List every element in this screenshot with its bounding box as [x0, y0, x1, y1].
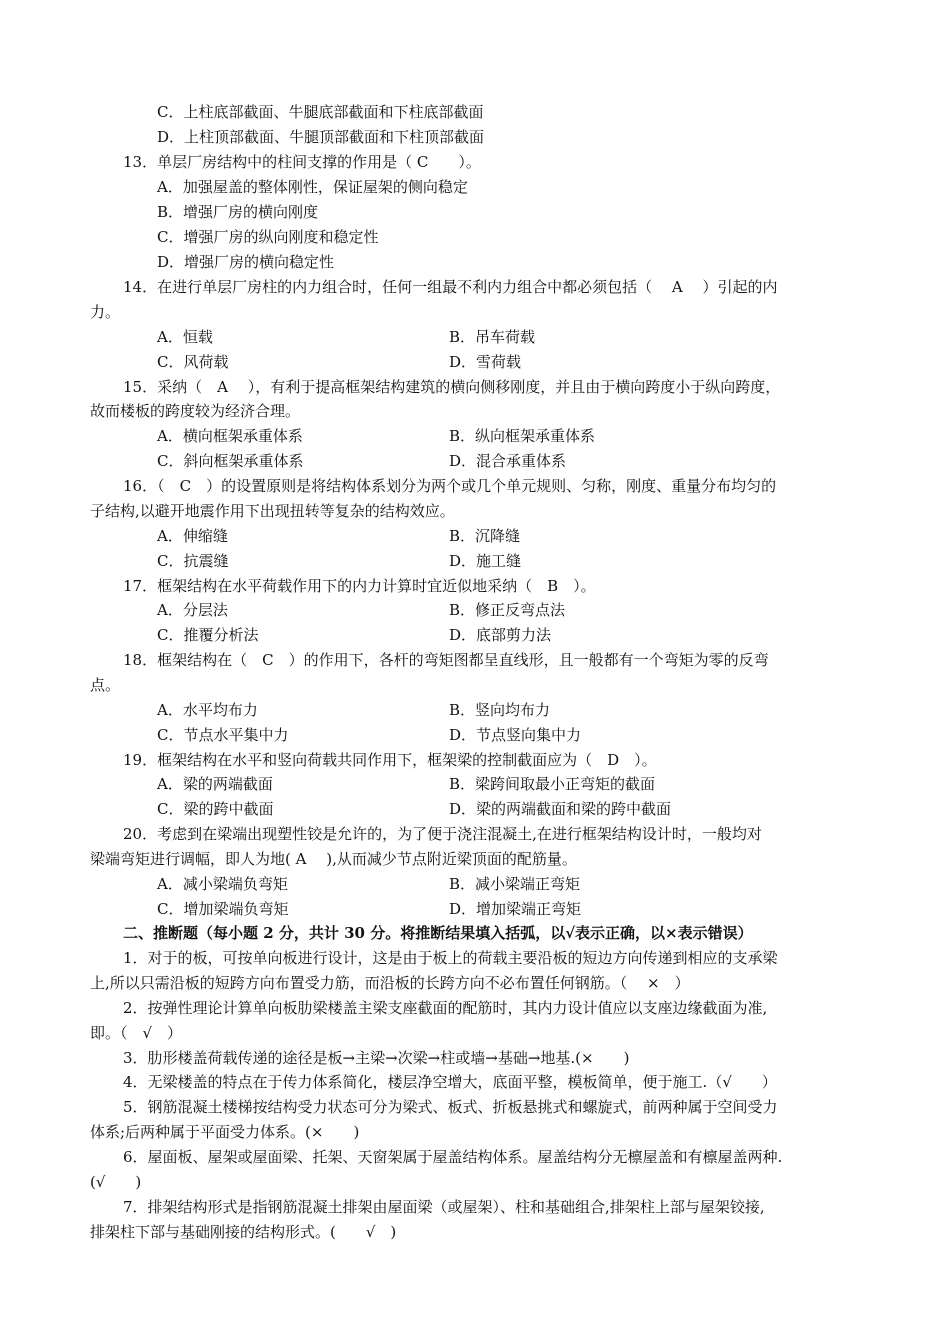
q18-stem-line2: 点。: [90, 676, 121, 694]
q15-option-a: A．横向框架承重体系: [157, 427, 303, 445]
q20-stem-line2: 梁端弯矩进行调幅，即人为地( A ),从而减少节点附近梁顶面的配筋量。: [90, 850, 577, 868]
q12-option-c: C．上柱底部截面、牛腿底部截面和下柱底部截面: [157, 103, 484, 121]
q20-option-a: A．减小梁端负弯矩: [157, 875, 288, 893]
q15-stem-line2: 故而楼板的跨度较为经济合理。: [90, 402, 301, 420]
q13-option-c: C．增强厂房的纵向刚度和稳定性: [157, 228, 379, 246]
tf3: 3．肋形楼盖荷载传递的途径是板→主梁→次梁→柱或墙→基础→地基.(× ): [123, 1049, 630, 1067]
q14-stem-line1: 14．在进行单层厂房柱的内力组合时，任何一组最不利内力组合中都必须包括（ A ）引起的内: [123, 278, 778, 296]
tf6-line2: (√ ): [90, 1173, 142, 1191]
q17-option-a: A．分层法: [157, 601, 228, 619]
q19-stem: 19．框架结构在水平和竖向荷载共同作用下，框架梁的控制截面应为（ D ）。: [123, 751, 657, 769]
tf2-line1: 2．按弹性理论计算单向板肋梁楼盖主梁支座截面的配筋时，其内力设计值应以支座边缘截面为准,: [123, 999, 768, 1017]
tf4: 4．无梁楼盖的特点在于传力体系简化，楼层净空增大，底面平整，模板简单，便于施工.（√ ）: [123, 1073, 777, 1091]
q16-stem-line1: 16．（ C ）的设置原则是将结构体系划分为两个或几个单元规则、匀称，刚度、重量分布均匀的: [123, 477, 777, 495]
q15-option-c: C．斜向框架承重体系: [157, 452, 304, 470]
q20-stem-line1: 20．考虑到在梁端出现塑性铰是允许的，为了便于浇注混凝土,在进行框架结构设计时，一般均对: [123, 825, 762, 843]
q16-option-a: A．伸缩缝: [157, 527, 228, 545]
q13-stem: 13．单层厂房结构中的柱间支撑的作用是（ C ）。: [123, 153, 481, 171]
q19-option-c: C．梁的跨中截面: [157, 800, 274, 818]
q19-option-a: A．梁的两端截面: [157, 775, 273, 793]
tf5-line2: 体系;后两种属于平面受力体系。(× ): [90, 1123, 360, 1141]
tf1-line2: 上,所以只需沿板的短跨方向布置受力筋，而沿板的长跨方向不必布置任何钢筋。（ × ）: [90, 974, 690, 992]
q12-option-d: D．上柱顶部截面、牛腿顶部截面和下柱顶部截面: [157, 128, 485, 146]
q17-option-d: D．底部剪力法: [449, 626, 552, 644]
section-heading-true-false: 二、推断题（每小题 2 分，共计 30 分。将推断结果填入括弧，以√表示正确，以×表示错误）: [123, 924, 753, 942]
q20-option-d: D．增加梁端正弯矩: [449, 900, 582, 918]
tf6-line1: 6．屋面板、屋架或屋面梁、托架、天窗架属于屋盖结构体系。屋盖结构分无檩屋盖和有檩屋盖两种.: [123, 1148, 783, 1166]
q13-option-d: D．增强厂房的横向稳定性: [157, 253, 335, 271]
q18-option-d: D．节点竖向集中力: [449, 726, 582, 744]
q16-stem-line2: 子结构,以避开地震作用下出现扭转等复杂的结构效应。: [90, 502, 455, 520]
q17-option-c: C．推覆分析法: [157, 626, 259, 644]
q18-stem-line1: 18．框架结构在（ C ）的作用下，各杆的弯矩图都呈直线形，且一般都有一个弯矩为零的反弯: [123, 651, 769, 669]
q14-option-c: C．风荷载: [157, 353, 229, 371]
tf7-line1: 7．排架结构形式是指钢筋混凝土排架由屋面梁（或屋架）、柱和基础组合,排架柱上部与屋架铰接,: [123, 1198, 765, 1216]
q18-option-c: C．节点水平集中力: [157, 726, 289, 744]
q16-option-c: C．抗震缝: [157, 552, 229, 570]
q19-option-d: D．梁的两端截面和梁的跨中截面: [449, 800, 672, 818]
q20-option-b: B．减小梁端正弯矩: [449, 875, 581, 893]
q19-option-b: B．梁跨间取最小正弯矩的截面: [449, 775, 656, 793]
q20-option-c: C．增加梁端负弯矩: [157, 900, 289, 918]
tf5-line1: 5．钢筋混凝土楼梯按结构受力状态可分为梁式、板式、折板悬挑式和螺旋式，前两种属于空间受力: [123, 1098, 778, 1116]
q13-option-a: A．加强屋盖的整体刚性，保证屋架的侧向稳定: [157, 178, 468, 196]
tf7-line2: 排架柱下部与基础刚接的结构形式。( √ ): [90, 1223, 397, 1241]
q15-stem-line1: 15．采纳（ A ），有利于提高框架结构建筑的横向侧移刚度，并且由于横向跨度小于纵向跨度，: [123, 378, 781, 396]
q17-stem: 17．框架结构在水平荷载作用下的内力计算时宜近似地采纳（ B ）。: [123, 577, 596, 595]
q18-option-a: A．水平均布力: [157, 701, 258, 719]
q14-option-d: D．雪荷载: [449, 353, 522, 371]
tf2-line2: 即。（ √ ）: [90, 1024, 183, 1042]
q15-option-b: B．纵向框架承重体系: [449, 427, 596, 445]
q16-option-d: D．施工缝: [449, 552, 522, 570]
q15-option-d: D．混合承重体系: [449, 452, 567, 470]
q13-option-b: B．增强厂房的横向刚度: [157, 203, 319, 221]
tf1-line1: 1．对于的板，可按单向板进行设计，这是由于板上的荷载主要沿板的短边方向传递到相应的支承梁: [123, 949, 778, 967]
q18-option-b: B．竖向均布力: [449, 701, 551, 719]
q16-option-b: B．沉降缝: [449, 527, 521, 545]
q14-stem-line2: 力。: [90, 303, 121, 321]
q14-option-b: B．吊车荷载: [449, 328, 536, 346]
q17-option-b: B．修正反弯点法: [449, 601, 566, 619]
q14-option-a: A．恒载: [157, 328, 213, 346]
